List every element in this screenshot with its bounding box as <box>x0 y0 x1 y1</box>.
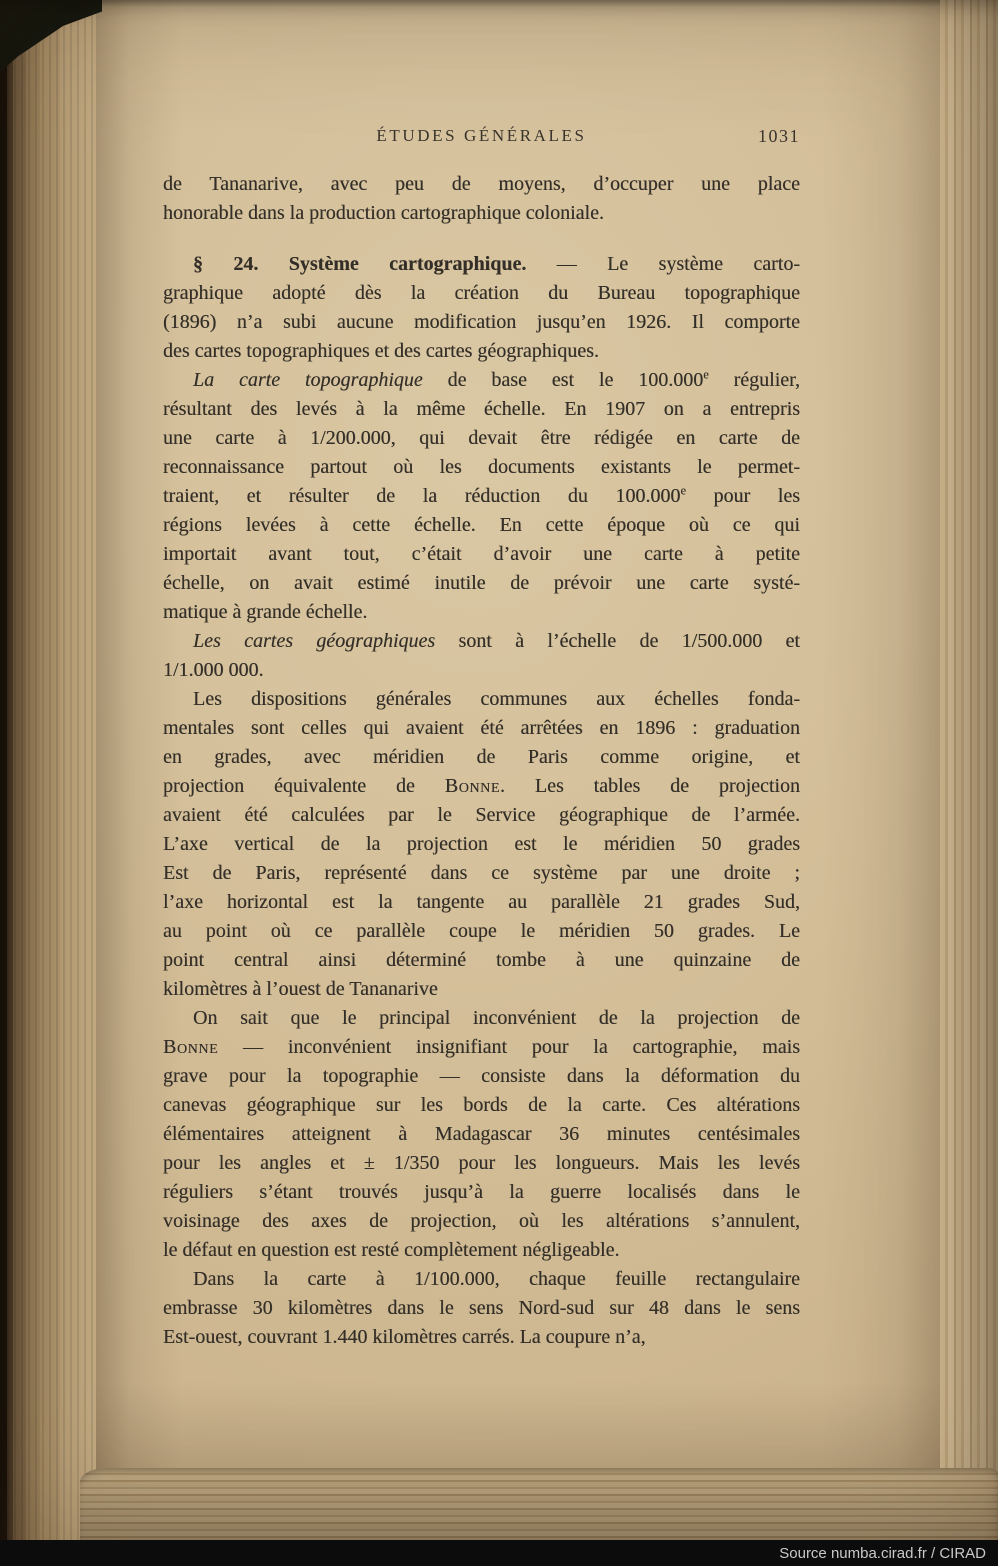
text-line: embrasse 30 kilomètres dans le sens Nord-sud sur 48 dans le sens <box>163 1297 800 1319</box>
text-line: La carte topographique de base est le 100.000e régulier, <box>193 367 800 391</box>
text-line: § 24. Système cartographique. — Le système carto- <box>193 253 800 275</box>
styled-text-sup: e <box>680 483 686 498</box>
styled-text-sc: Bonne <box>163 1036 219 1058</box>
text-line: une carte à 1/200.000, qui devait être rédigée en carte de <box>163 427 800 449</box>
text-line: au point où ce parallèle coupe le méridien 50 grades. Le <box>163 920 800 942</box>
text-line: Les dispositions générales communes aux échelles fonda- <box>193 688 800 710</box>
text-line: des cartes topographiques et des cartes géographiques. <box>163 340 599 362</box>
text-line: Dans la carte à 1/100.000, chaque feuille rectangulaire <box>193 1268 800 1290</box>
styled-text-sc: Bonne <box>444 775 500 797</box>
page-edges-right <box>940 0 998 1540</box>
text-line: 1/1.000 000. <box>163 659 264 681</box>
text-line: Les cartes géographiques sont à l’échelle de 1/500.000 et <box>193 630 800 652</box>
paragraph <box>163 366 800 627</box>
source-attribution-bar <box>0 1540 998 1566</box>
text-line: Bonne — inconvénient insignifiant pour la cartographie, mais <box>163 1036 800 1058</box>
page-text <box>163 170 800 1352</box>
text-line: échelle, on avait estimé inutile de prévoir une carte systé- <box>163 572 800 594</box>
text-line: graphique adopté dès la création du Bureau topographique <box>163 282 800 304</box>
text-line: L’axe vertical de la projection est le méridien 50 grades <box>163 833 800 855</box>
text-line: élémentaires atteignent à Madagascar 36 minutes centésimales <box>163 1123 800 1145</box>
running-head <box>163 126 800 152</box>
paragraph <box>163 1265 800 1352</box>
paragraph <box>163 627 800 685</box>
page-number: 1031 <box>758 126 800 146</box>
text-line: importait avant tout, c’était d’avoir une carte à petite <box>163 543 800 565</box>
book-page <box>96 0 940 1470</box>
text-line: grave pour la topographie — consiste dans la déformation du <box>163 1065 800 1087</box>
text-line: pour les angles et ± 1/350 pour les longueurs. Mais les levés <box>163 1152 800 1174</box>
paragraph <box>163 1004 800 1265</box>
book-spine <box>0 0 96 1540</box>
text-line: réguliers s’étant trouvés jusqu’à la guerre localisés dans le <box>163 1181 800 1203</box>
text-line: Est de Paris, représenté dans ce système par une droite ; <box>163 862 800 884</box>
text-line: matique à grande échelle. <box>163 601 368 623</box>
text-line: l’axe horizontal est la tangente au parallèle 21 grades Sud, <box>163 891 800 913</box>
text-line: kilomètres à l’ouest de Tananarive <box>163 978 438 1000</box>
running-title: ÉTUDES GÉNÉRALES <box>376 126 587 145</box>
text-line: le défaut en question est resté complètement négligeable. <box>163 1239 620 1261</box>
paragraph <box>163 250 800 366</box>
styled-text-i: La carte topographique <box>193 369 423 391</box>
text-line: (1896) n’a subi aucune modification jusqu’en 1926. Il comporte <box>163 311 800 333</box>
source-attribution: Source numba.cirad.fr / CIRAD <box>779 1544 986 1562</box>
paragraph <box>163 685 800 1004</box>
text-line: régions levées à cette échelle. En cette époque où ce qui <box>163 514 800 536</box>
text-line: honorable dans la production cartographique coloniale. <box>163 202 604 224</box>
text-line: point central ainsi déterminé tombe à une quinzaine de <box>163 949 800 971</box>
text-line: mentales sont celles qui avaient été arrêtées en 1896 : graduation <box>163 717 800 739</box>
paragraph <box>163 170 800 228</box>
text-line: Est-ouest, couvrant 1.440 kilomètres carrés. La coupure n’a, <box>163 1326 646 1348</box>
styled-text-b: § 24. Système cartographique. <box>193 253 527 275</box>
text-line: de Tananarive, avec peu de moyens, d’occuper une place <box>163 173 800 195</box>
text-line: en grades, avec méridien de Paris comme origine, et <box>163 746 800 768</box>
text-line: traient, et résulter de la réduction du 100.000e pour les <box>163 483 800 507</box>
text-line: voisinage des axes de projection, où les altérations s’annulent, <box>163 1210 800 1232</box>
text-line: reconnaissance partout où les documents existants le permet- <box>163 456 800 478</box>
text-line: résultant des levés à la même échelle. En 1907 on a entrepris <box>163 398 800 420</box>
text-line: canevas géographique sur les bords de la carte. Ces altérations <box>163 1094 800 1116</box>
styled-text-i: Les cartes géographiques <box>193 630 436 652</box>
text-line: On sait que le principal inconvénient de la projection de <box>193 1007 800 1029</box>
page-edges-bottom <box>80 1468 998 1540</box>
text-line: projection équivalente de Bonne. Les tables de projection <box>163 775 800 797</box>
text-line: avaient été calculées par le Service géographique de l’armée. <box>163 804 800 826</box>
styled-text-sup: e <box>703 367 709 382</box>
